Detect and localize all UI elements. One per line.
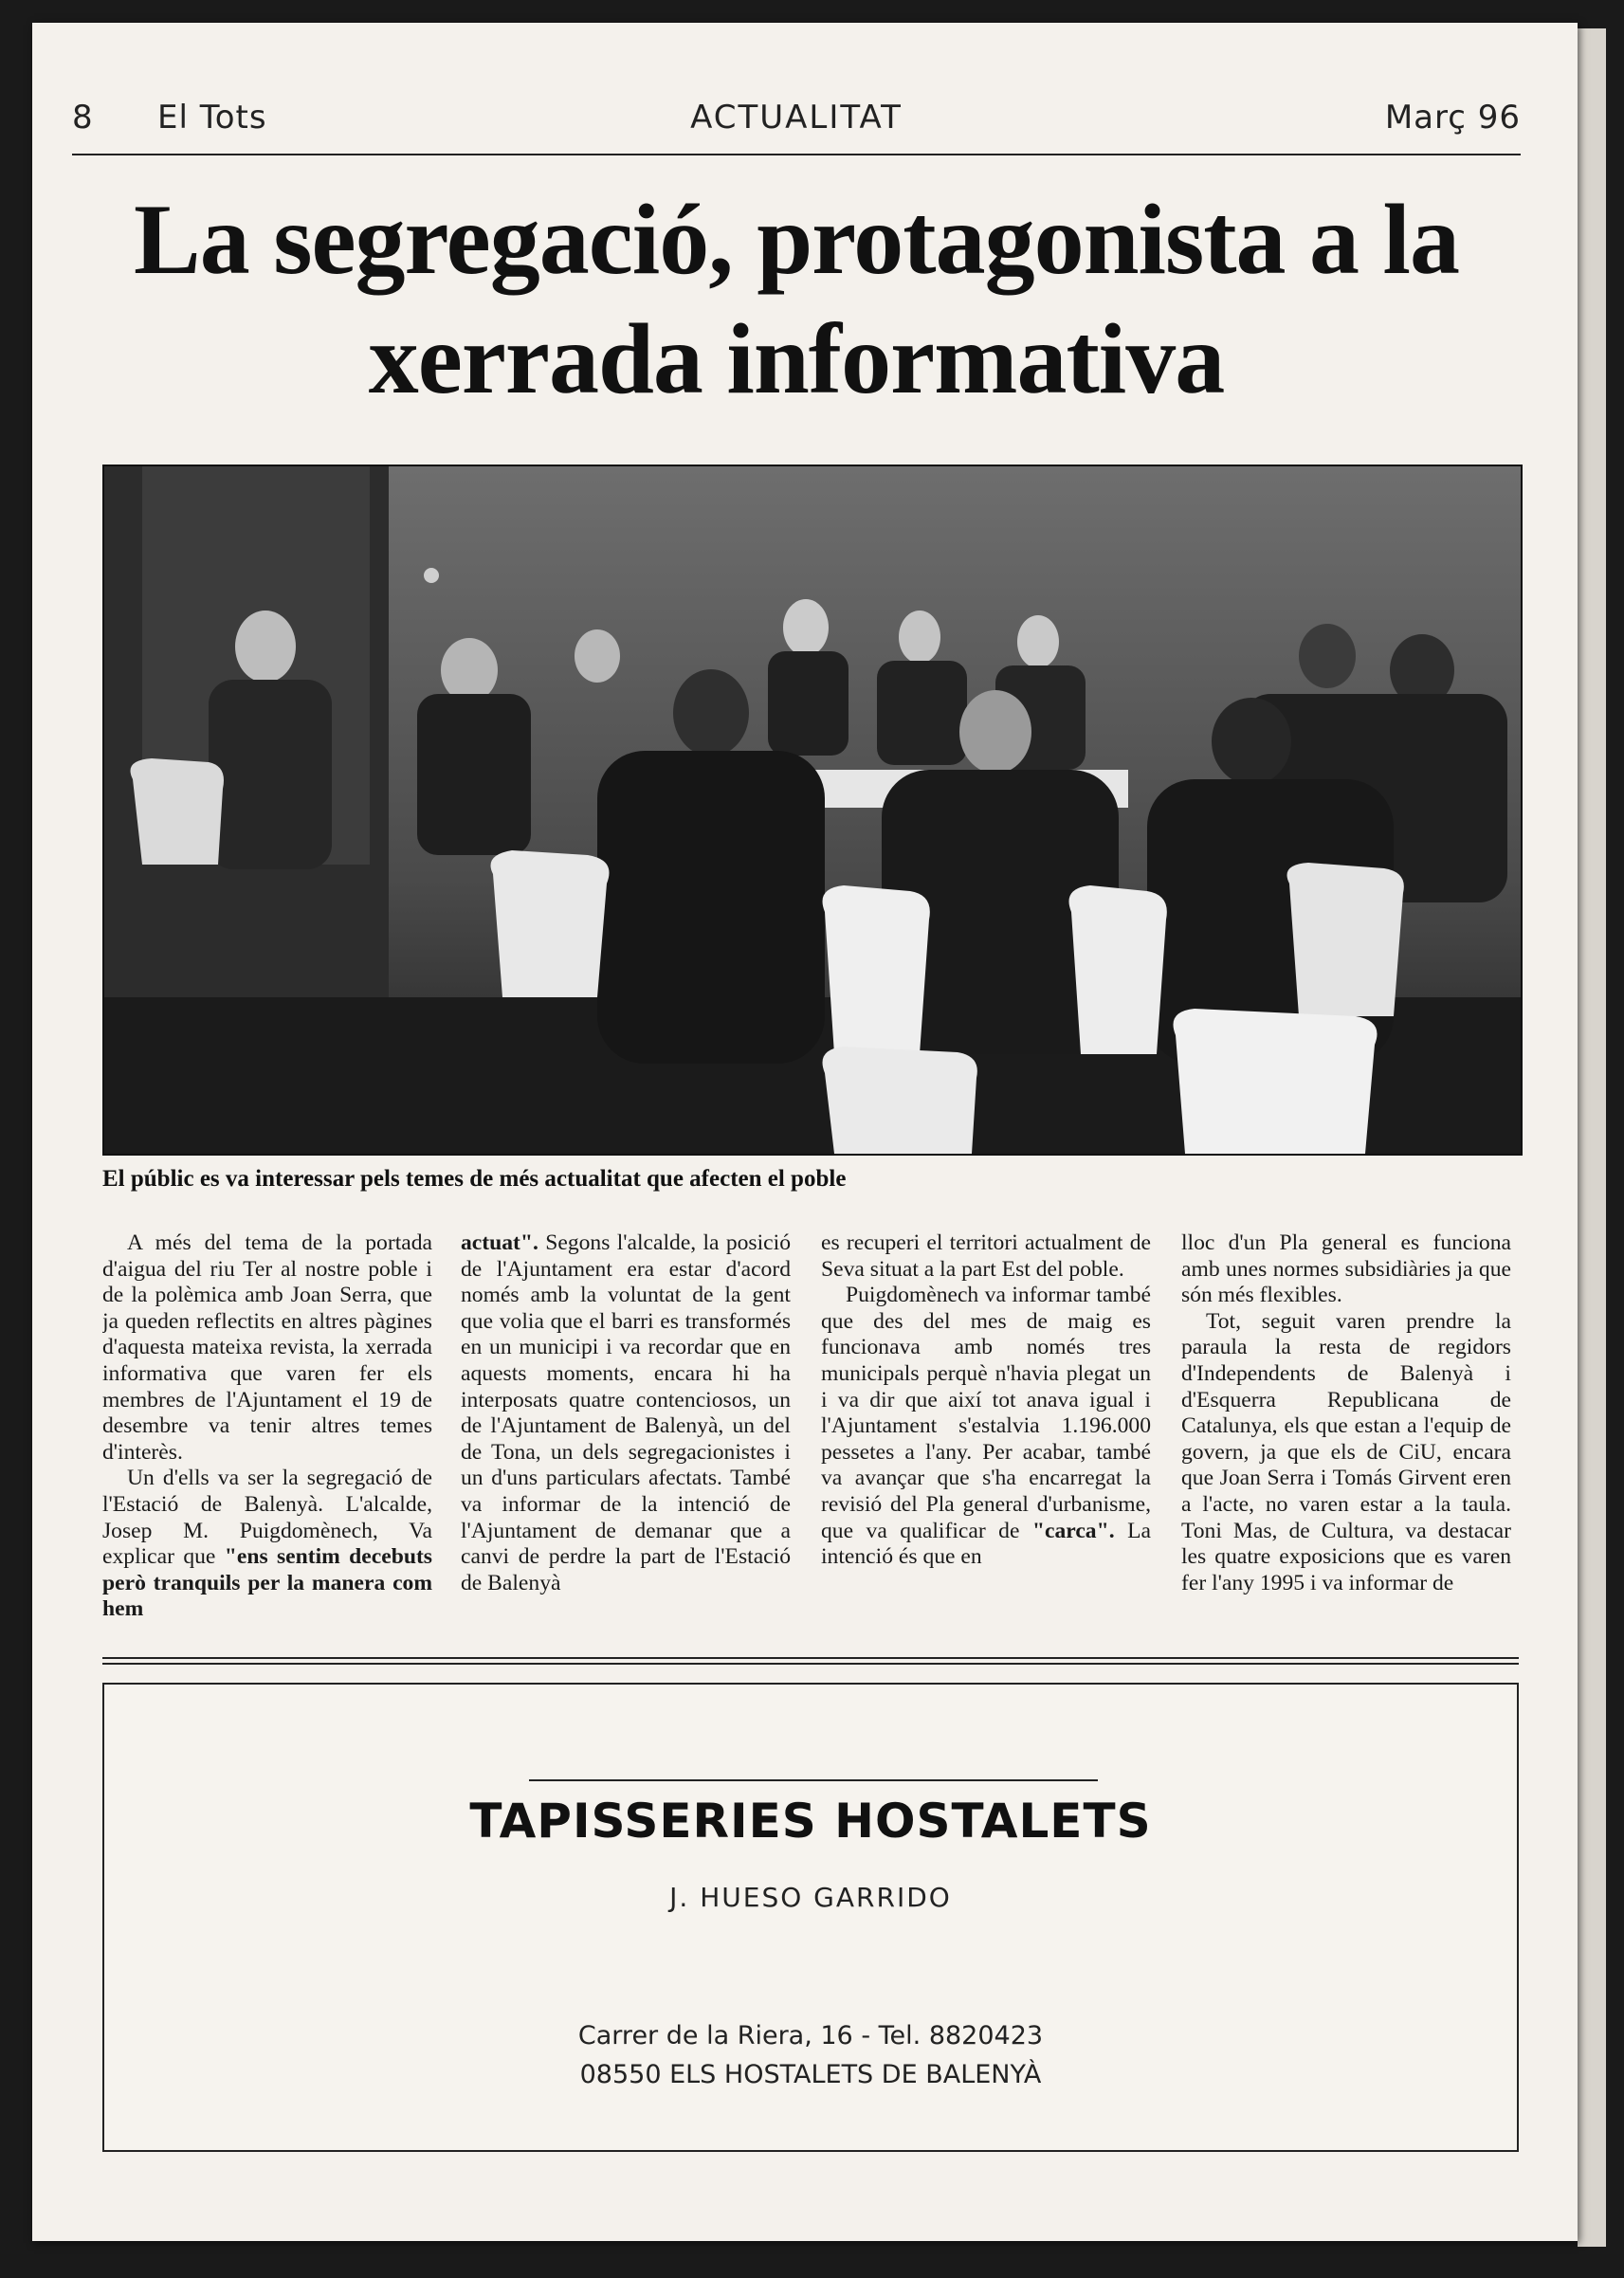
meeting-photo (102, 465, 1523, 1156)
issue-date: Març 96 (1384, 99, 1521, 137)
article-headline: La segregació, protagonista a la xerrada informativa (134, 184, 1459, 414)
paragraph: lloc d'un Pla general es funciona amb unes normes subsidiàries ja que són més flexibles. (1181, 1230, 1511, 1308)
article-column-3 (821, 1230, 1151, 1629)
ad-brand-name: TAPISSERIES HOSTALETS (469, 1794, 1152, 1849)
photo-caption: El públic es va interessar pels temes de més actualitat que afecten el poble (102, 1166, 847, 1192)
section-title: ACTUALITAT (690, 99, 903, 137)
advertisement-box (102, 1683, 1519, 2152)
article-column-1 (102, 1230, 432, 1629)
next-page-edge (1578, 28, 1606, 2247)
paragraph: Un d'ells va ser la segregació de l'Estació de Balenyà. L'alcalde, Josep M. Puigdomènech, Va explicar que "ens sentim decebuts però tranquils per la manera com hem (102, 1466, 432, 1622)
paragraph: Puigdomènech va informar també que des del mes de maig es funcionava amb només tres municipals perquè n'havia plegat un i va dir que així tot anava igual i l'Ajuntament s'estalvia 1.196.000 pessetes a l'any. Per acabar, també va avançar que s'ha encarregat la revisió del Pla general d'urbanisme, que va qualificar de "carca". La intenció és que en (821, 1283, 1151, 1570)
ad-owner-name: J. HUESO GARRIDO (669, 1882, 952, 1913)
article-column-2 (461, 1230, 791, 1629)
article-column-4 (1181, 1230, 1511, 1629)
paragraph: actuat". Segons l'alcalde, la posició de l'Ajuntament era estar d'acord només amb la voluntat de la gent que volia que el barri es transformés en un municipi i va recordar que en aquests moments, encara hi ha interposats quatre contenciosos, un de l'Ajuntament de Balenyà, un del de Tona, un dels segregacionistes i un d'uns particulars afectats. També va informar de la intenció de l'Ajuntament de demanar que a canvi de perdre la part de l'Estació de Balenyà (461, 1230, 791, 1595)
section-divider (102, 1657, 1519, 1665)
paragraph: A més del tema de la portada d'aigua del riu Ter al nostre poble i de la polèmica amb Joan Serra, que ja queden reflectits en altres pàgines d'aquesta mateixa revista, la xerrada informativa que varen fer els membres de l'Ajuntament el 19 de desembre va tenir altres temes d'interès. (102, 1230, 432, 1465)
ad-rule (529, 1779, 1098, 1781)
page-number: 8 (72, 99, 93, 137)
paragraph: Tot, seguit varen prendre la paraula la resta de regidors d'Independents de Balenyà i d'Esquerra Republicana de Catalunya, els que estan a l'equip de govern, ja que els de CiU, encara que Joan Serra i Tomás Girvent eren a l'acte, no varen estar a la taula. Toni Mas, de Cultura, va destacar les quatre exposicions que es varen fer l'any 1995 i va informar de (1181, 1308, 1511, 1595)
ad-postal-address: 08550 ELS HOSTALETS DE BALENYÀ (579, 2060, 1042, 2089)
paragraph: es recuperi el territori actualment de Seva situat a la part Est del poble. (821, 1230, 1151, 1282)
publication-name: El Tots (157, 99, 267, 137)
page-header (72, 78, 1521, 155)
ad-address: Carrer de la Riera, 16 - Tel. 8820423 (577, 2021, 1044, 2050)
